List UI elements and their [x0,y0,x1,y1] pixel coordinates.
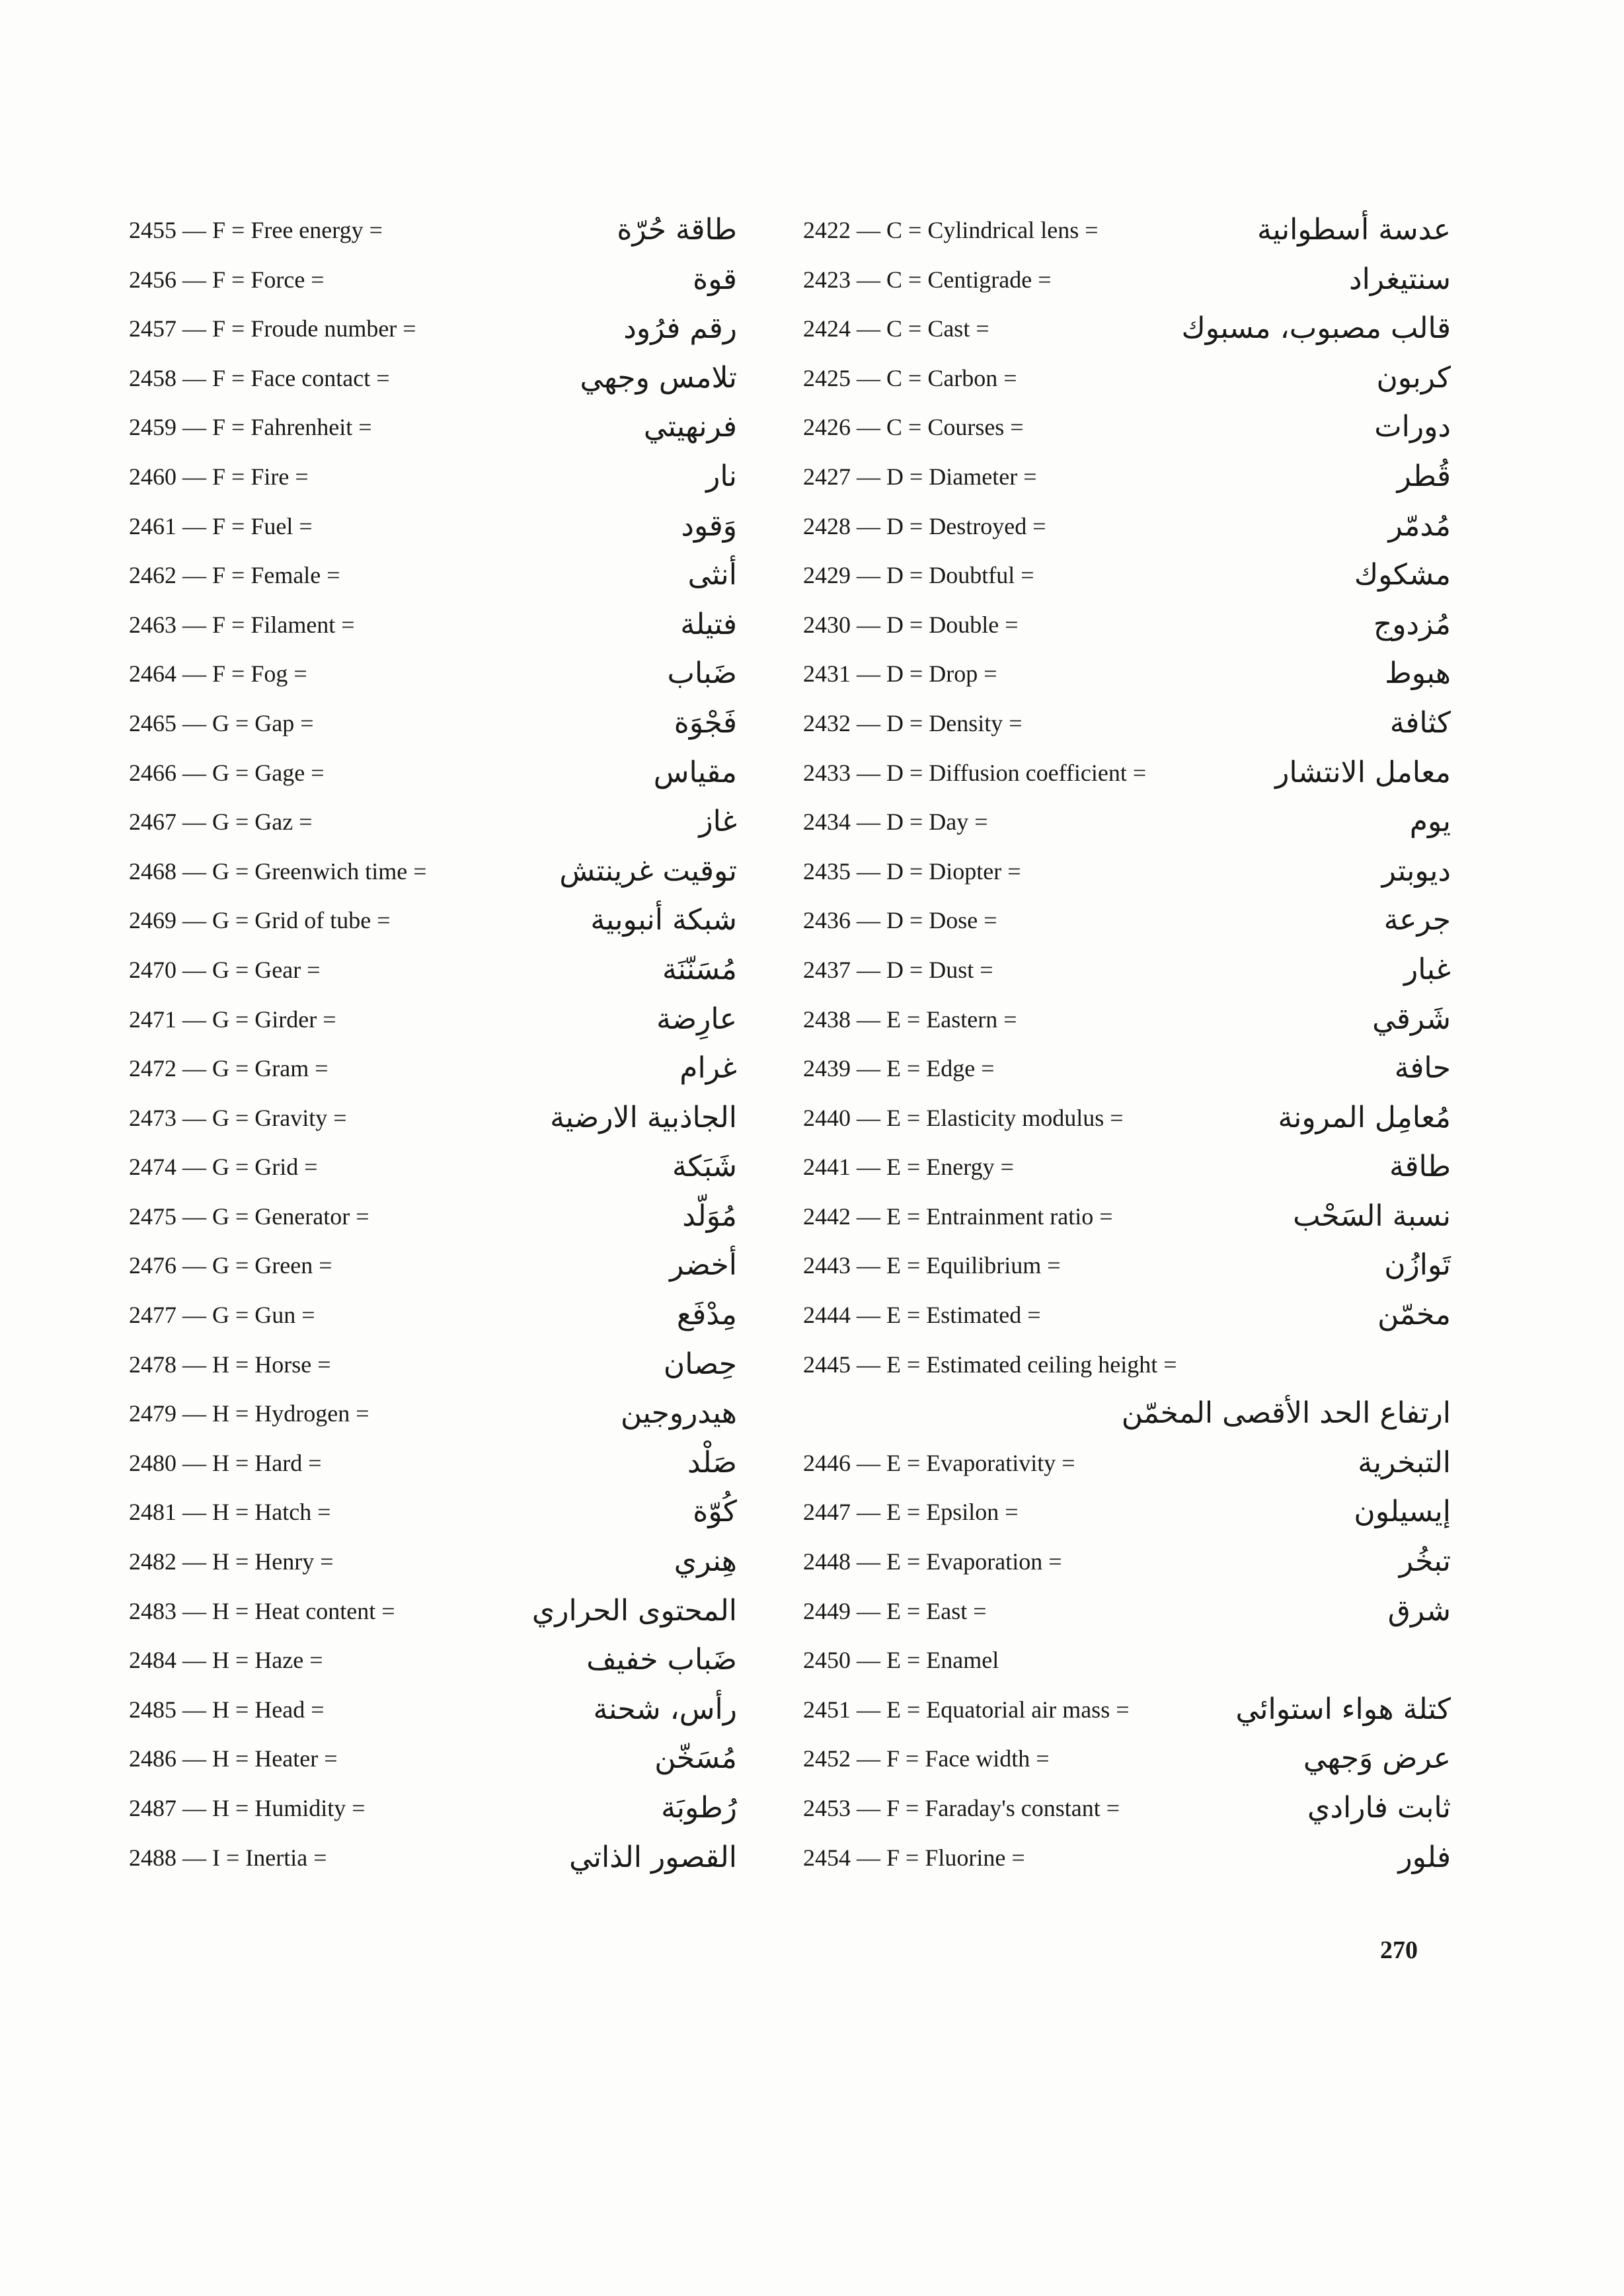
page-number: 270 [1380,1936,1418,1964]
arabic-term: رقم فرُود [623,311,737,346]
entry [803,900,1451,950]
entry [129,703,737,753]
left-column [129,210,737,1887]
entry [129,1443,737,1493]
english-term: 2485 — H = Head = [129,1696,325,1723]
english-term: 2453 — F = Faraday's constant = [803,1795,1120,1821]
english-term: 2441 — E = Energy = [803,1154,1014,1181]
english-term: 2439 — E = Edge = [803,1055,995,1082]
english-term: 2430 — D = Double = [803,611,1019,638]
english-term: 2435 — D = Diopter = [803,857,1021,885]
english-term: 2469 — G = Grid of tube = [129,907,391,934]
arabic-term: كُوّة [693,1495,737,1529]
english-term: 2437 — D = Dust = [803,956,993,983]
arabic-term: فرنهيتي [643,410,737,444]
english-term: 2426 — C = Courses = [803,414,1024,441]
arabic-term: مُعامِل المرونة [1278,1100,1451,1134]
entry [803,1000,1451,1049]
arabic-term: صَلْد [687,1445,737,1480]
entry [129,950,737,1000]
english-term: 2468 — G = Greenwich time = [129,857,427,885]
english-term: 2423 — C = Centigrade = [803,266,1052,293]
entry [803,1542,1451,1591]
entry [129,1788,737,1838]
entry [129,1838,737,1887]
english-term: 2473 — G = Gravity = [129,1104,347,1131]
arabic-term: هيدروجين [620,1396,737,1431]
english-term: 2424 — C = Cast = [803,315,989,342]
english-term: 2450 — E = Enamel [803,1647,999,1674]
arabic-term: فَجْوَة [674,705,737,740]
arabic-term: هِنري [674,1544,737,1579]
entry [803,1147,1451,1197]
entry [129,260,737,309]
arabic-term: شَبَكة [672,1150,737,1184]
entry [129,1147,737,1197]
entry [129,1690,737,1739]
entry [129,1591,737,1641]
arabic-term: فتيلة [680,607,737,641]
entry [129,1295,737,1345]
arabic-term: القصور الذاتي [569,1840,737,1874]
english-term: 2476 — G = Green = [129,1252,332,1279]
entry [803,1492,1451,1542]
english-term: 2457 — F = Froude number = [129,315,416,342]
english-term: 2482 — H = Henry = [129,1548,334,1575]
entry [129,210,737,260]
english-term: 2466 — G = Gage = [129,759,325,786]
english-term: 2463 — F = Filament = [129,611,355,638]
arabic-term: عرض وَجهي [1303,1741,1451,1776]
english-term: 2443 — E = Equilibrium = [803,1252,1061,1279]
entry [803,1197,1451,1246]
arabic-term: التبخرية [1358,1445,1451,1480]
right-column [803,210,1451,1887]
arabic-term: أنثى [687,558,737,592]
entry [129,506,737,556]
english-term: 2446 — E = Evaporativity = [803,1449,1075,1476]
arabic-term: إيسيلون [1354,1495,1451,1529]
arabic-term: طاقة حُرّة [617,213,737,247]
arabic-term: كربون [1376,360,1451,395]
arabic-term: الجاذبية الارضية [550,1100,737,1134]
entry [803,1443,1451,1493]
arabic-term: معامل الانتشار [1275,755,1451,789]
arabic-term: غبار [1404,952,1451,986]
arabic-term: مُوَلّد [682,1199,737,1233]
entry [803,703,1451,753]
entry [129,1640,737,1690]
entry [129,1542,737,1591]
english-term: 2433 — D = Diffusion coefficient = [803,759,1147,786]
arabic-term: قالب مصبوب، مسبوك [1181,311,1451,346]
english-term: 2449 — E = East = [803,1597,987,1624]
english-term: 2434 — D = Day = [803,809,988,836]
entry [129,407,737,457]
english-term: 2478 — H = Horse = [129,1351,331,1378]
entry [129,1739,737,1788]
arabic-term: غاز [699,805,737,839]
english-term: 2486 — H = Heater = [129,1745,338,1772]
arabic-term: شبكة أنبوبية [590,903,737,937]
english-term: 2467 — G = Gaz = [129,809,313,836]
english-term: 2481 — H = Hatch = [129,1499,331,1526]
entry [129,555,737,605]
entry [129,1246,737,1295]
entry [129,309,737,358]
arabic-term: مقياس [653,755,737,789]
english-term: 2477 — G = Gun = [129,1302,315,1329]
entry [129,802,737,851]
entry [129,1492,737,1542]
arabic-term: هبوط [1385,656,1451,691]
english-term: 2451 — E = Equatorial air mass = [803,1696,1130,1723]
entry [129,1049,737,1098]
english-term: 2487 — H = Humidity = [129,1795,366,1821]
english-term: 2479 — H = Hydrogen = [129,1400,369,1427]
entry [803,1640,1451,1690]
arabic-term: تلامس وجهي [580,360,737,395]
english-term: 2454 — F = Fluorine = [803,1844,1025,1871]
entry [129,654,737,703]
arabic-term: فلور [1398,1840,1451,1874]
arabic-term: مِدْفَع [676,1298,737,1332]
entry [803,1246,1451,1295]
entry [129,1098,737,1148]
arabic-term: توقيت غرينتش [559,853,737,888]
arabic-term: عارِضة [656,1002,737,1036]
english-term: 2475 — G = Generator = [129,1203,369,1230]
arabic-term: مشكوك [1354,558,1451,592]
entry [129,900,737,950]
entry [803,654,1451,703]
english-term: 2428 — D = Destroyed = [803,512,1046,539]
english-term: 2460 — F = Fire = [129,463,309,490]
entry [129,457,737,506]
english-term: 2422 — C = Cylindrical lens = [803,217,1099,243]
arabic-term: ارتفاع الحد الأقصى المخمّن [1121,1396,1451,1430]
entry [803,1739,1451,1788]
english-term: 2464 — F = Fog = [129,660,307,688]
arabic-term: مخمّن [1377,1298,1451,1332]
entry [129,1197,737,1246]
arabic-term: رُطوبَة [661,1791,737,1825]
arabic-term: قوة [693,262,737,296]
arabic-term: مُسَنّنَة [662,952,737,986]
arabic-term: المحتوى الحراري [531,1593,737,1628]
entry [129,605,737,654]
entry [803,851,1451,901]
entry [129,1345,737,1394]
entry [803,605,1451,654]
arabic-term: ضَباب [667,656,737,691]
entry [803,457,1451,506]
entry [803,753,1451,803]
entry [129,851,737,901]
arabic-term: حافة [1394,1051,1451,1086]
arabic-term: كثافة [1389,705,1451,740]
entry [129,358,737,408]
arabic-term: أخضر [670,1248,737,1283]
arabic-term: قُطر [1397,459,1451,493]
english-term: 2440 — E = Elasticity modulus = [803,1104,1124,1131]
english-term: 2465 — G = Gap = [129,709,314,736]
english-term: 2480 — H = Hard = [129,1449,322,1476]
arabic-term: دورات [1374,410,1451,444]
entry [803,1591,1451,1641]
english-term: 2427 — D = Diameter = [803,463,1037,490]
arabic-term: حِصان [663,1347,737,1381]
arabic-term: وَقود [681,508,737,543]
entry [803,358,1451,408]
arabic-term: مُزدوج [1373,607,1451,641]
entry [803,1049,1451,1098]
arabic-term: ثابت فارادي [1307,1791,1451,1825]
entry [129,1394,737,1443]
english-term: 2474 — G = Grid = [129,1154,318,1181]
english-term: 2436 — D = Dose = [803,907,997,934]
english-term: 2458 — F = Face contact = [129,364,390,391]
english-term: 2455 — F = Free energy = [129,217,383,243]
arabic-term: ديوبتر [1381,853,1451,888]
arabic-term: كتلة هواء استوائي [1235,1692,1451,1726]
arabic-term: شَرقي [1372,1002,1451,1036]
english-term: 2442 — E = Entrainment ratio = [803,1203,1113,1230]
entry [803,210,1451,260]
entry [803,1838,1451,1887]
arabic-term: طاقة [1389,1150,1451,1184]
english-term: 2432 — D = Density = [803,709,1023,736]
entry [803,555,1451,605]
english-term: 2472 — G = Gram = [129,1055,329,1082]
english-term: 2445 — E = Estimated ceiling height = [803,1351,1177,1378]
arabic-term: يوم [1409,805,1451,839]
arabic-term: سنتيغراد [1348,262,1451,296]
english-term: 2471 — G = Girder = [129,1006,336,1033]
arabic-term: رأس، شحنة [593,1692,737,1726]
entry [803,1788,1451,1838]
english-term: 2484 — H = Haze = [129,1647,323,1674]
entry [803,1295,1451,1345]
english-term: 2459 — F = Fahrenheit = [129,414,372,441]
english-term: 2462 — F = Female = [129,562,340,589]
entry [803,802,1451,851]
english-term: 2431 — D = Drop = [803,660,997,688]
arabic-term: تبخُر [1399,1544,1451,1579]
entry [803,407,1451,457]
english-term: 2470 — G = Gear = [129,956,321,983]
arabic-term: نسبة السَحْب [1293,1199,1451,1233]
arabic-term: جرعة [1383,903,1451,937]
arabic-term: شرق [1387,1593,1451,1628]
english-term: 2444 — E = Estimated = [803,1302,1041,1329]
english-term: 2425 — C = Carbon = [803,364,1017,391]
entry [803,506,1451,556]
entry [129,1000,737,1049]
english-term: 2488 — I = Inertia = [129,1844,327,1871]
entry [803,1098,1451,1148]
english-term: 2483 — H = Heat content = [129,1597,395,1624]
english-term: 2429 — D = Doubtful = [803,562,1034,589]
arabic-term: عدسة أسطوانية [1257,213,1451,247]
arabic-term: ضَباب خفيف [586,1643,737,1677]
arabic-term: مُدمّر [1388,508,1451,543]
entry [803,950,1451,1000]
english-term: 2448 — E = Evaporation = [803,1548,1062,1575]
english-term: 2452 — F = Face width = [803,1745,1050,1772]
arabic-term: غرام [679,1051,737,1086]
entry [803,260,1451,309]
arabic-term: مُسَخّن [654,1741,737,1776]
entry [803,1345,1451,1443]
arabic-term: نار [706,459,737,493]
entry [803,1690,1451,1739]
entry [129,753,737,803]
english-term: 2461 — F = Fuel = [129,512,313,539]
entry [803,309,1451,358]
english-term: 2456 — F = Force = [129,266,325,293]
arabic-term: تَوازُن [1384,1248,1451,1283]
english-term: 2447 — E = Epsilon = [803,1499,1019,1526]
english-term: 2438 — E = Eastern = [803,1006,1017,1033]
